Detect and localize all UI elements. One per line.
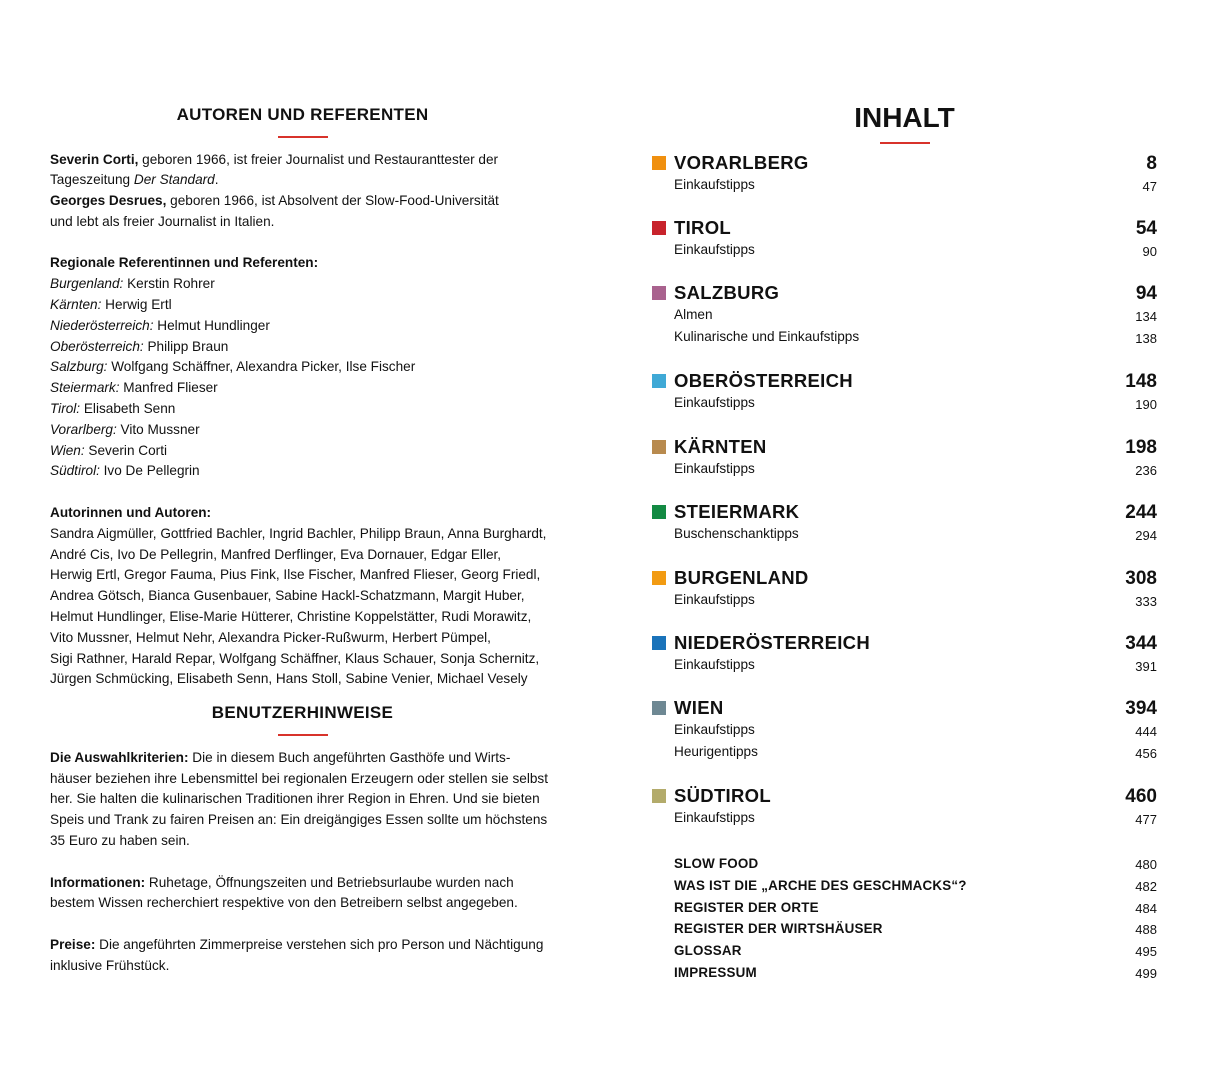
desrues-name: Georges Desrues, <box>50 193 167 209</box>
info-paragraph <box>50 873 555 915</box>
regional-entry <box>50 441 555 462</box>
toc-extra-label[interactable]: GLOSSAR <box>674 943 742 959</box>
toc-region-entry[interactable] <box>652 501 1157 545</box>
toc-region-page: 198 <box>1125 437 1157 458</box>
toc-subentry-page: 90 <box>1142 244 1157 259</box>
toc-extra-entry[interactable] <box>652 940 1157 962</box>
region-label: Tirol: <box>50 401 81 417</box>
toc-region-entry[interactable] <box>652 282 1157 348</box>
toc-region-entry[interactable] <box>652 567 1157 611</box>
authors-line: Sigi Rathner, Harald Repar, Wolfgang Schäffner, Klaus Schauer, Sonja Schernitz, <box>50 650 540 666</box>
referent-name: Kerstin Rohrer <box>123 276 215 292</box>
authors-line: Andrea Götsch, Bianca Gusenbauer, Sabine Hackl-Schatzmann, Margit Huber, <box>50 588 525 604</box>
toc-title: INHALT <box>854 102 955 133</box>
region-label: Burgenland: <box>50 276 124 292</box>
toc-region-name[interactable]: BURGENLAND <box>674 567 809 588</box>
region-label: Steiermark: <box>50 380 120 396</box>
toc-region-heading[interactable] <box>652 501 1157 523</box>
regional-heading: Regionale Referentinnen und Referenten: <box>50 255 319 271</box>
toc-region-entry[interactable] <box>652 697 1157 763</box>
toc-subentry-label[interactable]: Einkaufstipps <box>674 461 755 476</box>
toc-extra-label[interactable]: REGISTER DER WIRTSHÄUSER <box>674 921 883 937</box>
toc-region-name[interactable]: SÜDTIROL <box>674 785 771 806</box>
toc-region-page: 344 <box>1125 633 1157 654</box>
region-color-swatch <box>652 789 666 803</box>
toc-subentry[interactable] <box>652 589 1157 611</box>
toc-subentry-label[interactable]: Einkaufstipps <box>674 592 755 607</box>
toc-extra-entry[interactable] <box>652 853 1157 875</box>
toc-subentry-page: 236 <box>1135 463 1157 478</box>
authors-line: Herwig Ertl, Gregor Fauma, Pius Fink, Ilse Fischer, Manfred Flieser, Georg Friedl, <box>50 567 541 583</box>
toc-subentry[interactable] <box>652 326 1157 348</box>
toc-subentry-page: 333 <box>1135 594 1157 609</box>
toc-subentry-label[interactable]: Einkaufstipps <box>674 722 755 737</box>
toc-subentry-page: 134 <box>1135 309 1157 324</box>
toc-region-name[interactable]: VORARLBERG <box>674 152 809 173</box>
referent-name: Philipp Braun <box>143 338 229 354</box>
authors-line: Vito Mussner, Helmut Nehr, Alexandra Picker-Rußwurm, Herbert Pümpel, <box>50 629 491 645</box>
toc-region-entry[interactable] <box>652 217 1157 261</box>
prices-paragraph <box>50 935 555 977</box>
regional-entry <box>50 316 555 337</box>
toc-subentry-label[interactable]: Einkaufstipps <box>674 657 755 672</box>
toc-subentry[interactable] <box>652 654 1157 676</box>
regional-entry <box>50 461 555 482</box>
region-color-swatch <box>652 221 666 235</box>
referent-name: Manfred Flieser <box>119 380 218 396</box>
toc-region-heading[interactable] <box>652 370 1157 392</box>
toc-subentry-page: 477 <box>1135 812 1157 827</box>
toc-region-heading[interactable] <box>652 785 1157 807</box>
prices-line: inklusive Frühstück. <box>50 957 170 973</box>
toc-extra-label[interactable]: REGISTER DER ORTE <box>674 899 819 915</box>
region-label: Kärnten: <box>50 297 102 313</box>
toc-subentry[interactable] <box>652 304 1157 326</box>
referent-name: Herwig Ertl <box>101 297 172 313</box>
region-color-swatch <box>652 440 666 454</box>
regional-entry <box>50 337 555 358</box>
region-label: Oberösterreich: <box>50 338 144 354</box>
toc-extra-label[interactable]: IMPRESSUM <box>674 964 757 980</box>
corti-bio-line2 <box>50 170 555 191</box>
regional-entry <box>50 378 555 399</box>
toc-region-page: 308 <box>1125 568 1157 589</box>
toc-region-name[interactable]: TIROL <box>674 217 731 238</box>
toc-subentry-page: 190 <box>1135 397 1157 412</box>
referent-name: Helmut Hundlinger <box>153 317 270 333</box>
corti-bio-text: geboren 1966, ist freier Journalist und Restauranttester der <box>138 151 499 167</box>
region-label: Niederösterreich: <box>50 317 154 333</box>
regional-entry <box>50 357 555 378</box>
authors-line: Helmut Hundlinger, Elise-Marie Hütterer, Christine Koppelstätter, Rudi Morawitz, <box>50 609 532 625</box>
toc-subentry-page: 47 <box>1142 179 1157 194</box>
toc-region-heading[interactable] <box>652 632 1157 654</box>
region-color-swatch <box>652 286 666 300</box>
toc-extra-page: 488 <box>1135 922 1157 938</box>
toc-region-entry[interactable] <box>652 370 1157 414</box>
toc-subentry-label[interactable]: Einkaufstipps <box>674 395 755 410</box>
info-line: Ruhetage, Öffnungszeiten und Betriebsurlaube wurden nach <box>145 874 514 890</box>
region-label: Salzburg: <box>50 359 108 375</box>
toc-subentry-label[interactable]: Buschenschanktipps <box>674 526 799 541</box>
authors-section-title: AUTOREN UND REFERENTEN <box>176 105 429 124</box>
toc-region-entry[interactable] <box>652 632 1157 676</box>
toc-region-name[interactable]: NIEDERÖSTERREICH <box>674 632 870 653</box>
toc-region-page: 244 <box>1125 502 1157 523</box>
toc-subentry-page: 456 <box>1135 746 1157 761</box>
region-color-swatch <box>652 374 666 388</box>
desrues-bio-text: geboren 1966, ist Absolvent der Slow-Food-Universität <box>166 193 499 209</box>
toc-subentry[interactable] <box>652 807 1157 829</box>
title-divider <box>278 136 328 138</box>
toc-subentry-page: 294 <box>1135 528 1157 543</box>
toc-extra-entry[interactable] <box>652 918 1157 940</box>
toc-region-page: 54 <box>1135 218 1157 239</box>
toc-subentry[interactable] <box>652 523 1157 545</box>
authors-list <box>50 524 555 690</box>
toc-region-page: 94 <box>1135 283 1157 304</box>
referent-name: Vito Mussner <box>116 421 200 437</box>
toc-subentry-page: 391 <box>1135 659 1157 674</box>
toc-region-entry[interactable] <box>652 785 1157 829</box>
criteria-line: Speis und Trank zu fairen Preisen an: Ein dreigängiges Essen sollte um höchstens <box>50 812 548 828</box>
toc-region-name[interactable]: SALZBURG <box>674 282 780 303</box>
regional-list <box>50 274 555 482</box>
info-label: Informationen: <box>50 874 146 890</box>
toc-subentry[interactable] <box>652 392 1157 414</box>
toc-subentry[interactable] <box>652 741 1157 763</box>
toc-region-entry[interactable] <box>652 436 1157 480</box>
toc-extra-page: 480 <box>1135 857 1157 872</box>
desrues-bio-line2: und lebt als freier Journalist in Italien. <box>50 213 275 229</box>
toc-region-name[interactable]: KÄRNTEN <box>674 436 767 457</box>
region-color-swatch <box>652 505 666 519</box>
toc-subentry-label[interactable]: Einkaufstipps <box>674 242 755 257</box>
corti-name: Severin Corti, <box>50 151 139 167</box>
regional-entry <box>50 295 555 316</box>
toc-subentry-label[interactable]: Einkaufstipps <box>674 810 755 825</box>
left-page <box>50 104 555 976</box>
regional-entry <box>50 420 555 441</box>
region-label: Wien: <box>50 442 85 458</box>
corti-bio <box>50 150 555 171</box>
corti-bio-text2: Tageszeitung <box>50 172 134 188</box>
prices-label: Preise: <box>50 936 96 952</box>
toc-region-name[interactable]: STEIERMARK <box>674 501 800 522</box>
referent-name: Wolfgang Schäffner, Alexandra Picker, Ilse Fischer <box>107 359 416 375</box>
criteria-line: Die in diesem Buch angeführten Gasthöfe und Wirts- <box>188 749 511 765</box>
criteria-line: häuser beziehen ihre Lebensmittel bei regionalen Erzeugern oder stellen sie selbst <box>50 770 548 786</box>
region-color-swatch <box>652 571 666 585</box>
criteria-line: 35 Euro zu haben sein. <box>50 832 190 848</box>
table-of-contents <box>652 100 1157 981</box>
regional-entry <box>50 399 555 420</box>
criteria-paragraph <box>50 748 555 852</box>
toc-subentry-label[interactable]: Kulinarische und Einkaufstipps <box>674 329 860 344</box>
info-line: bestem Wissen recherchiert respektive von den Betreibern selbst angegeben. <box>50 895 518 911</box>
toc-extras <box>652 853 1157 984</box>
toc-subentry-label[interactable]: Einkaufstipps <box>674 177 755 192</box>
newspaper-name: Der Standard <box>133 172 215 188</box>
authors-line: Sandra Aigmüller, Gottfried Bachler, Ingrid Bachler, Philipp Braun, Anna Burghardt, <box>50 525 547 541</box>
toc-subentry-label[interactable]: Almen <box>674 307 713 322</box>
toc-region-heading[interactable] <box>652 152 1157 174</box>
toc-region-heading[interactable] <box>652 567 1157 589</box>
prices-line: Die angeführten Zimmerpreise verstehen sich pro Person und Nächtigung <box>95 936 544 952</box>
toc-region-heading[interactable] <box>652 436 1157 458</box>
authors-line: André Cis, Ivo De Pellegrin, Manfred Derflinger, Eva Dornauer, Edgar Eller, <box>50 546 502 562</box>
toc-extra-page: 482 <box>1135 878 1157 894</box>
authors-line: Jürgen Schmücking, Elisabeth Senn, Hans Stoll, Sabine Venier, Michael Vesely <box>50 671 528 687</box>
toc-extra-entry[interactable] <box>652 897 1157 919</box>
region-color-swatch <box>652 156 666 170</box>
authors-heading: Autorinnen und Autoren: <box>50 505 212 521</box>
toc-subentry[interactable] <box>652 458 1157 480</box>
toc-subentry-page: 138 <box>1135 331 1157 346</box>
referent-name: Severin Corti <box>84 442 167 458</box>
title-divider <box>880 142 930 144</box>
regional-entry <box>50 274 555 295</box>
region-color-swatch <box>652 636 666 650</box>
toc-subentry[interactable] <box>652 174 1157 196</box>
toc-subentry-page: 444 <box>1135 724 1157 739</box>
corti-bio-dot: . <box>214 172 219 188</box>
toc-region-page: 148 <box>1125 371 1157 392</box>
title-divider <box>278 734 328 736</box>
toc-region-page: 460 <box>1125 786 1157 807</box>
toc-extra-label[interactable]: WAS IST DIE „ARCHE DES GESCHMACKS“? <box>674 877 967 893</box>
toc-extra-page: 484 <box>1135 900 1157 916</box>
toc-extra-page: 495 <box>1135 944 1157 960</box>
toc-region-entry[interactable] <box>652 152 1157 196</box>
toc-subentry-label[interactable]: Heurigentipps <box>674 744 758 759</box>
usage-section-title: BENUTZERHINWEISE <box>211 703 394 723</box>
toc-subentry[interactable] <box>652 239 1157 261</box>
toc-subentry[interactable] <box>652 719 1157 741</box>
toc-region-page: 394 <box>1125 698 1157 719</box>
toc-extra-entry[interactable] <box>652 875 1157 897</box>
region-label: Vorarlberg: <box>50 421 117 437</box>
toc-region-heading[interactable] <box>652 282 1157 304</box>
region-label: Südtirol: <box>50 463 100 479</box>
desrues-bio <box>50 191 555 212</box>
toc-extra-page: 499 <box>1135 965 1157 981</box>
toc-region-name[interactable]: WIEN <box>674 697 724 718</box>
region-color-swatch <box>652 701 666 715</box>
criteria-label: Die Auswahlkriterien: <box>50 749 189 765</box>
toc-extra-entry[interactable] <box>652 962 1157 984</box>
referent-name: Ivo De Pellegrin <box>99 463 200 479</box>
toc-region-page: 8 <box>1146 153 1157 174</box>
toc-extra-label[interactable]: SLOW FOOD <box>674 856 759 871</box>
criteria-line: her. Sie halten die kulinarischen Traditionen ihrer Region in Ehren. Und sie bieten <box>50 791 540 807</box>
toc-region-heading[interactable] <box>652 697 1157 719</box>
toc-region-name[interactable]: OBERÖSTERREICH <box>674 370 853 391</box>
toc-region-heading[interactable] <box>652 217 1157 239</box>
referent-name: Elisabeth Senn <box>80 401 176 417</box>
